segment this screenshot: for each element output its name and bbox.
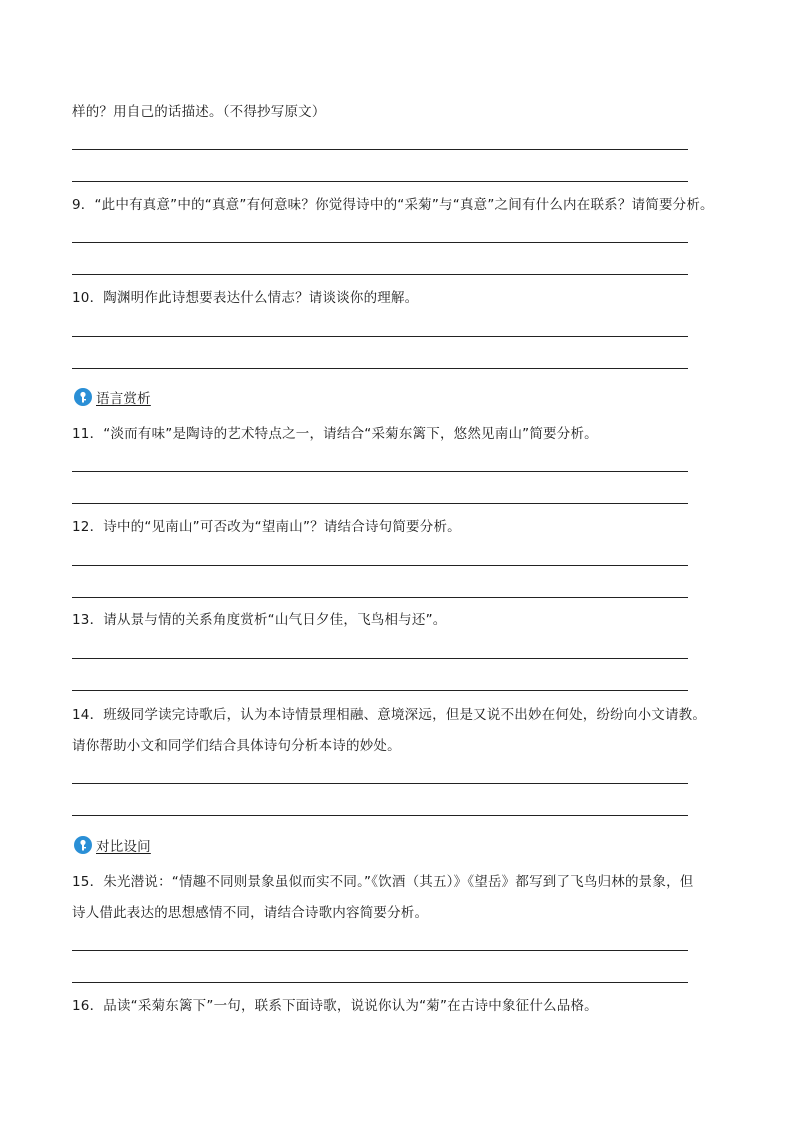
answer-line[interactable]: [72, 471, 688, 472]
answer-line[interactable]: [72, 503, 688, 504]
question-13: 13．请从景与情的关系角度赏析“山气日夕佳，飞鸟相与还”。: [72, 612, 447, 628]
section-title: 语言赏析: [96, 391, 151, 407]
answer-line[interactable]: [72, 368, 688, 369]
question-12: 12．诗中的“见南山”可否改为“望南山”？请结合诗句简要分析。: [72, 519, 461, 535]
question-9: 9．“此中有真意”中的“真意”有何意味？你觉得诗中的“采菊”与“真意”之间有什么内在联系？请简要分析。: [72, 197, 714, 213]
key-pin-icon: [74, 836, 92, 854]
answer-line[interactable]: [72, 815, 688, 816]
answer-line[interactable]: [72, 783, 688, 784]
answer-line[interactable]: [72, 336, 688, 337]
question-16: 16．品读“采菊东篱下”一句，联系下面诗歌，说说你认为“菊”在古诗中象征什么品格。: [72, 998, 598, 1014]
section-comparison: [74, 834, 151, 856]
question-14-line-1: 14．班级同学读完诗歌后，认为本诗情景理相融、意境深远，但是又说不出妙在何处，纷纷向小文请教。: [72, 707, 707, 723]
question-11: 11．“淡而有味”是陶诗的艺术特点之一，请结合“采菊东篱下，悠然见南山”简要分析。: [72, 426, 598, 442]
key-pin-icon: [74, 388, 92, 406]
answer-line[interactable]: [72, 658, 688, 659]
question-10: 10．陶渊明作此诗想要表达什么情志？请谈谈你的理解。: [72, 290, 419, 306]
question-14-line-2: 请你帮助小文和同学们结合具体诗句分析本诗的妙处。: [72, 738, 401, 754]
answer-line[interactable]: [72, 149, 688, 150]
section-language-appreciation: [74, 386, 151, 408]
answer-line[interactable]: [72, 242, 688, 243]
section-title: 对比设问: [96, 839, 151, 855]
answer-line[interactable]: [72, 597, 688, 598]
answer-line[interactable]: [72, 274, 688, 275]
answer-line[interactable]: [72, 950, 688, 951]
question-15-line-2: 诗人借此表达的思想感情不同，请结合诗歌内容简要分析。: [72, 905, 429, 921]
answer-line[interactable]: [72, 982, 688, 983]
answer-line[interactable]: [72, 690, 688, 691]
question-continuation: 样的？用自己的话描述。（不得抄写原文）: [72, 104, 326, 120]
answer-line[interactable]: [72, 565, 688, 566]
question-15-line-1: 15．朱光潜说：“情趣不同则景象虽似而实不同。”《饮酒（其五）》《望岳》都写到了飞鸟归林的景象，但: [72, 874, 694, 890]
answer-line[interactable]: [72, 181, 688, 182]
